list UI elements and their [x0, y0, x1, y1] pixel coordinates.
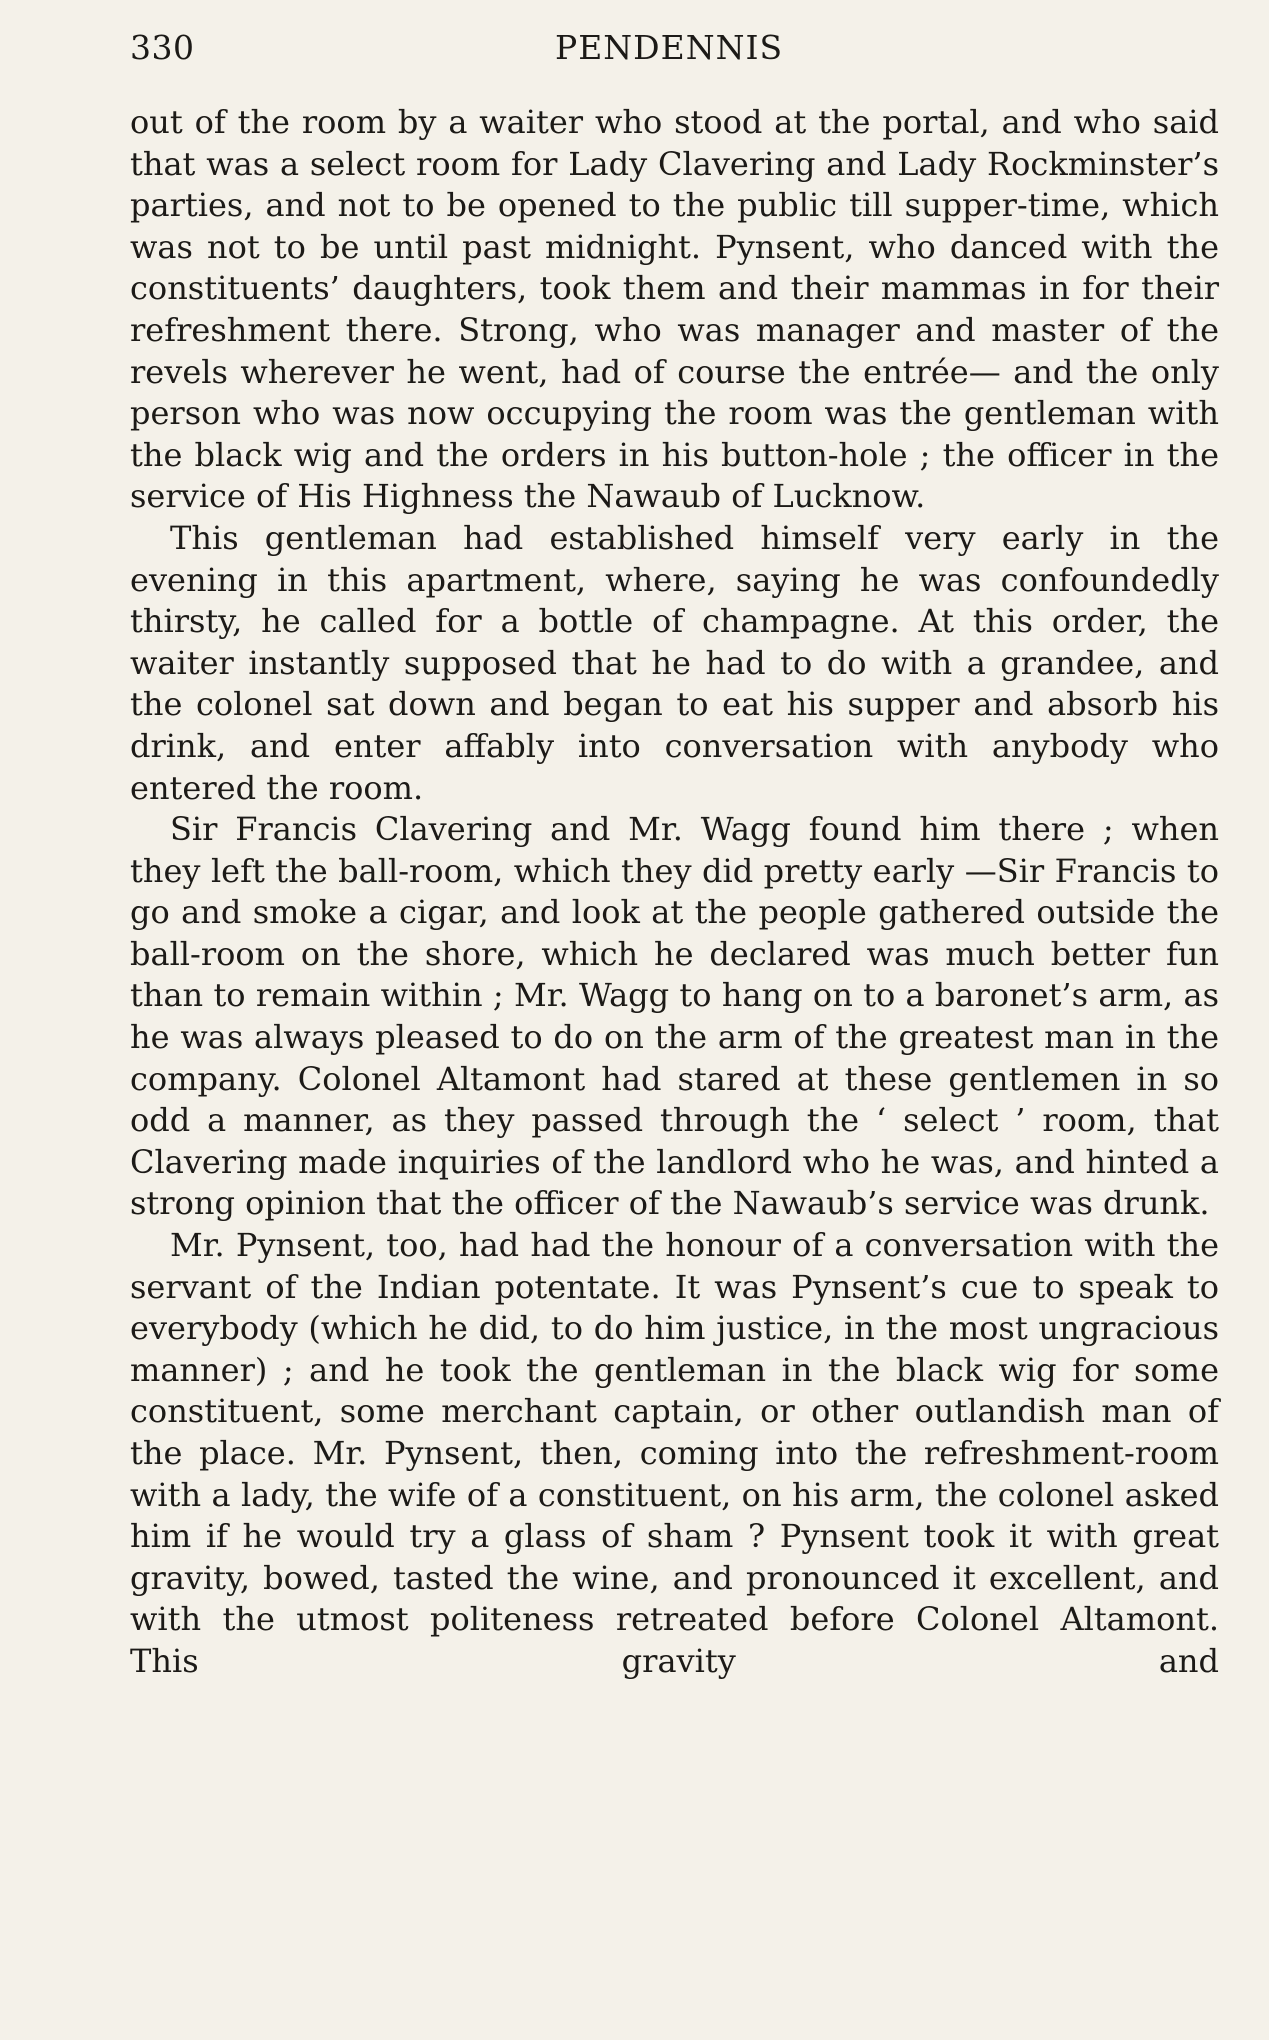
paragraph-4: Mr. Pynsent, too, had had the honour of a conversation with the servant of the Indian potentate. It was Pynsent’s cue to speak to everybody (which he did, to do him justice, in the most ungracious manner) ; and he took the gentleman in the black wig for some constituent, some merchant captain, or other outlandish man of the place. Mr. Pynsent, then, coming into the refreshment-room with a lady, the wife of a constituent, on his arm, the colonel asked him if he would try a glass of sham ? Pynsent took it with great gravity, bowed, tasted the wine, and pronounced it excellent, and with the utmost politeness retreated before Colonel Altamont. This gravity and — [130, 1226, 1219, 1680]
paragraph-2: This gentleman had established himself very early in the evening in this apartment, where, saying he was confoundedly thirsty, he called for a bottle of champagne. At this order, the waiter instantly supposed that he had to do with a grandee, and the colonel sat down and began to eat his supper and absorb his drink, and enter affably into conversation with anybody who entered the room. — [130, 518, 1219, 807]
body-text — [130, 102, 1219, 1683]
page-number: 330 — [130, 28, 195, 67]
paragraph-3: Sir Francis Clavering and Mr. Wagg found him there ; when they left the ball-room, which they did pretty early —Sir Francis to go and smoke a cigar, and look at the people gathered outside the ball-room on the shore, which he declared was much better fun than to remain within ; Mr. Wagg to hang on to a baronet’s arm, as he was always pleased to do on the arm of the greatest man in the company. Colonel Altamont had stared at these gentlemen in so odd a manner, as they passed through the ‘ select ’ room, that Clavering made inquiries of the landlord who he was, and hinted a strong opinion that the officer of the Nawaub’s service was drunk. — [130, 810, 1219, 1223]
running-head — [130, 28, 1213, 74]
paragraph-1: out of the room by a waiter who stood at the portal, and who said that was a select room for Lady Clavering and Lady Rockminster’s parties, and not to be opened to the public till supper-time, which was not to be until past midnight. Pynsent, who danced with the constituents’ daughters, took them and their mammas in for their refreshment there. Strong, who was manager and master of the revels wherever he went, had of course the entrée— and the only person who was now occupying the room was the gentleman with the black wig and the orders in his button-hole ; the officer in the service of His Highness the Nawaub of Lucknow. — [130, 103, 1219, 516]
running-title: PENDENNIS — [555, 28, 784, 67]
